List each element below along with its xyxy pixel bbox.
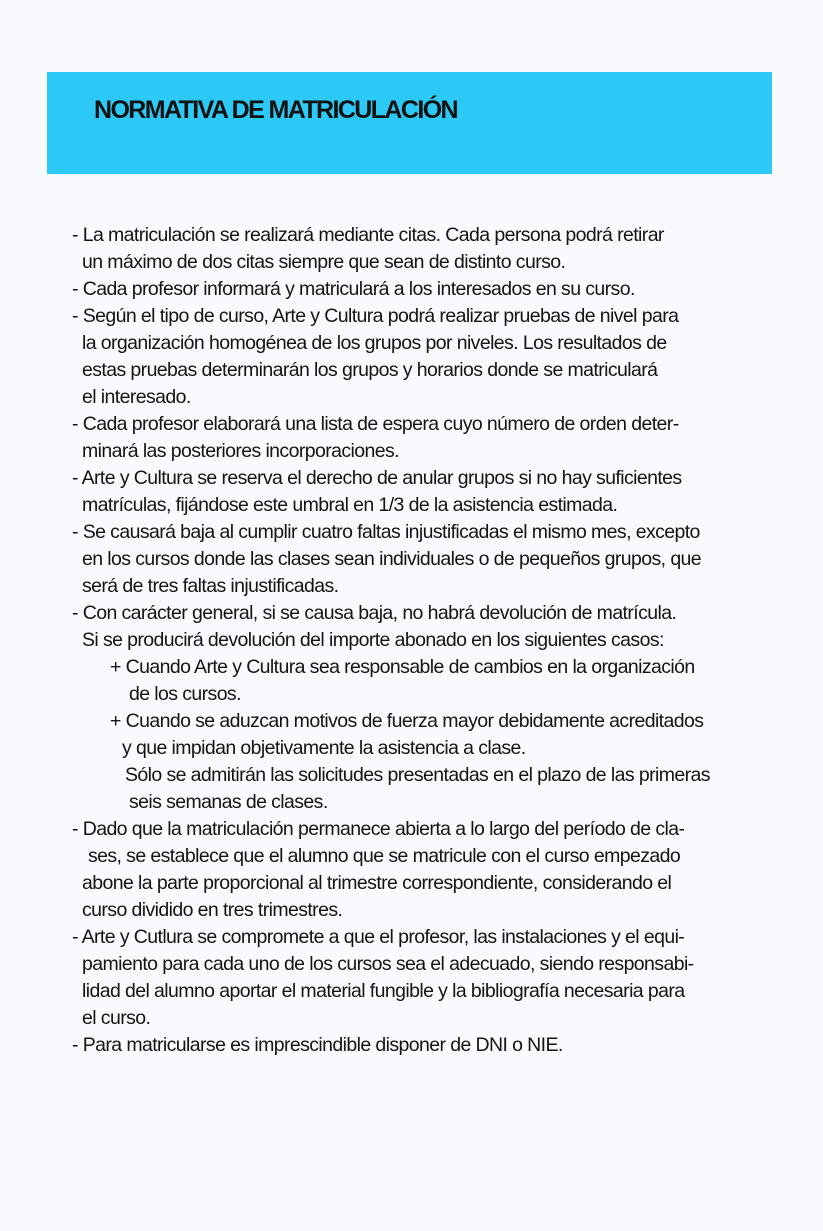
rules-line: lidad del alumno aportar el material fungible y la bibliografía necesaria para [82, 980, 685, 1002]
rules-line: el interesado. [82, 386, 191, 408]
rules-line: - Se causará baja al cumplir cuatro faltas injustificadas el mismo mes, excepto [72, 521, 700, 543]
rules-line: Si se producirá devolución del importe abonado en los siguientes casos: [82, 629, 664, 651]
rules-line: la organización homogénea de los grupos por niveles. Los resultados de [82, 332, 667, 354]
rules-line: seis semanas de clases. [129, 791, 328, 813]
rules-line: y que impidan objetivamente la asistencia a clase. [122, 737, 526, 759]
rules-line: - Cada profesor elaborará una lista de espera cuyo número de orden deter- [72, 413, 679, 435]
rules-line: - Cada profesor informará y matriculará a los interesados en su curso. [72, 278, 635, 300]
rules-line: - Para matricularse es imprescindible disponer de DNI o NIE. [72, 1034, 563, 1056]
rules-line: - Según el tipo de curso, Arte y Cultura podrá realizar pruebas de nivel para [72, 305, 679, 327]
rules-line: será de tres faltas injustificadas. [82, 575, 339, 597]
rules-line: curso dividido en tres trimestres. [82, 899, 343, 921]
rules-line: de los cursos. [129, 683, 241, 705]
page-title: NORMATIVA DE MATRICULACIÓN [94, 96, 457, 124]
rules-line: + Cuando se aduzcan motivos de fuerza mayor debidamente acreditados [110, 710, 704, 732]
rules-line: matrículas, fijándose este umbral en 1/3 de la asistencia estimada. [82, 494, 618, 516]
title-banner [47, 72, 772, 174]
rules-text [72, 222, 787, 1059]
rules-line: en los cursos donde las clases sean individuales o de pequeños grupos, que [82, 548, 702, 570]
rules-line: minará las posteriores incorporaciones. [82, 440, 399, 462]
rules-line: abone la parte proporcional al trimestre correspondiente, considerando el [82, 872, 672, 894]
rules-line: ses, se establece que el alumno que se matricule con el curso empezado [88, 845, 681, 867]
rules-line: - La matriculación se realizará mediante citas. Cada persona podrá retirar [72, 224, 664, 246]
rules-line: + Cuando Arte y Cultura sea responsable de cambios en la organización [110, 656, 695, 678]
rules-line: - Arte y Cultura se reserva el derecho de anular grupos si no hay suficientes [72, 467, 682, 489]
rules-line: un máximo de dos citas siempre que sean de distinto curso. [82, 251, 566, 273]
rules-line: - Dado que la matriculación permanece abierta a lo largo del período de cla- [72, 818, 685, 840]
rules-line: - Con carácter general, si se causa baja, no habrá devolución de matrícula. [72, 602, 677, 624]
rules-line: Sólo se admitirán las solicitudes presentadas en el plazo de las primeras [125, 764, 710, 786]
rules-line: - Arte y Cutlura se compromete a que el profesor, las instalaciones y el equi- [72, 926, 685, 948]
rules-line: pamiento para cada uno de los cursos sea el adecuado, siendo responsabi- [82, 953, 694, 975]
rules-line: el curso. [82, 1007, 151, 1029]
rules-line: estas pruebas determinarán los grupos y horarios donde se matriculará [82, 359, 658, 381]
